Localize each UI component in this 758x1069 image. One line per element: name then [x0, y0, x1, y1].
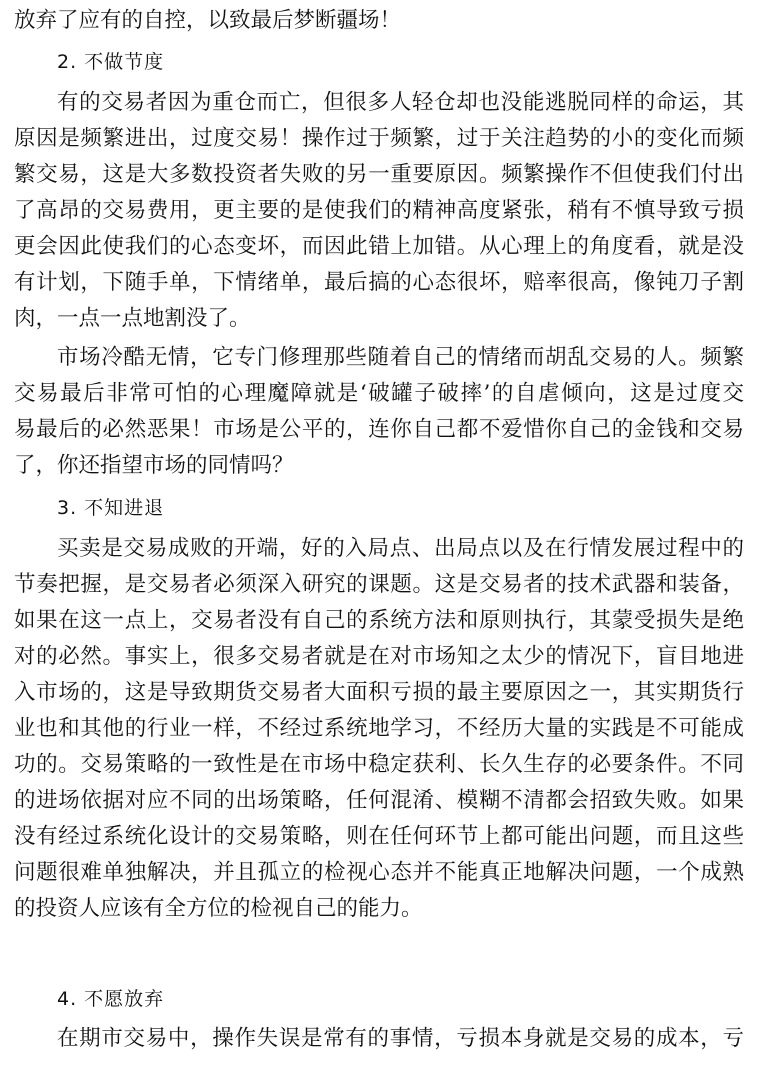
text-line: 在期市交易中，操作失误是常有的事情，亏损本身就是交易的成本，亏 — [57, 1026, 744, 1051]
text-line: 肉，一点一点地割没了。 — [14, 306, 251, 331]
text-line: 问题很难单独解决，并且孤立的检视心态并不能真正地解决问题，一个成熟 — [14, 860, 744, 885]
text-line: 有的交易者因为重仓而亡，但很多人轻仓却也没能逃脱同样的命运，其 — [57, 90, 744, 115]
text-line: 的进场依据对应不同的出场策略，任何混淆、模糊不清都会招致失败。如果 — [14, 788, 744, 813]
text-line: 更会因此使我们的心态变坏，而因此错上加错。从心理上的角度看，就是没 — [14, 234, 744, 259]
text-line: 买卖是交易成败的开端，好的入局点、出局点以及在行情发展过程中的 — [57, 536, 744, 561]
text-line: 没有经过系统化设计的交易策略，则在任何环节上都可能出问题，而且这些 — [14, 824, 744, 849]
text-line: 了高昂的交易费用，更主要的是使我们的精神高度紧张，稍有不慎导致亏损 — [14, 198, 744, 223]
text-line: 业也和其他的行业一样，不经过系统地学习，不经历大量的实践是不可能成 — [14, 716, 744, 741]
text-line: 对的必然。事实上，很多交易者就是在对市场知之太少的情况下，盲目地进 — [14, 644, 744, 669]
text-line: 易最后的必然恶果！市场是公平的，连你自己都不爱惜你自己的金钱和交易 — [14, 417, 744, 442]
text-line: 功的。交易策略的一致性是在市场中稳定获利、长久生存的必要条件。不同 — [14, 752, 744, 777]
text-line: 原因是频繁进出，过度交易！操作过于频繁，过于关注趋势的小的变化而频 — [14, 126, 744, 151]
section-heading: 3. 不知进退 — [57, 497, 165, 519]
text-line: 市场冷酷无情，它专门修理那些随着自己的情绪而胡乱交易的人。频繁 — [57, 345, 744, 370]
text-line: 交易最后非常可怕的心理魔障就是‘破罐子破摔’的自虐倾向，这是过度交 — [14, 381, 744, 406]
section-heading: 4. 不愿放弃 — [57, 988, 165, 1010]
text-line: 节奏把握，是交易者必须深入研究的课题。这是交易者的技术武器和装备， — [14, 572, 744, 597]
text-line: 了，你还指望市场的同情吗？ — [14, 453, 294, 478]
text-line: 入市场的，这是导致期货交易者大面积亏损的最主要原因之一，其实期货行 — [14, 680, 744, 705]
text-line: 的投资人应该有全方位的检视自己的能力。 — [14, 896, 423, 921]
text-line: 繁交易，这是大多数投资者失败的另一重要原因。频繁操作不但使我们付出 — [14, 162, 744, 187]
text-line: 如果在这一点上，交易者没有自己的系统方法和原则执行，其蒙受损失是绝 — [14, 608, 744, 633]
section-heading: 2. 不做节度 — [57, 51, 165, 73]
text-line: 有计划，下随手单，下情绪单，最后搞的心态很坏，赔率很高，像钝刀子割 — [14, 270, 744, 295]
text-line: 放弃了应有的自控，以致最后梦断疆场！ — [14, 8, 402, 33]
